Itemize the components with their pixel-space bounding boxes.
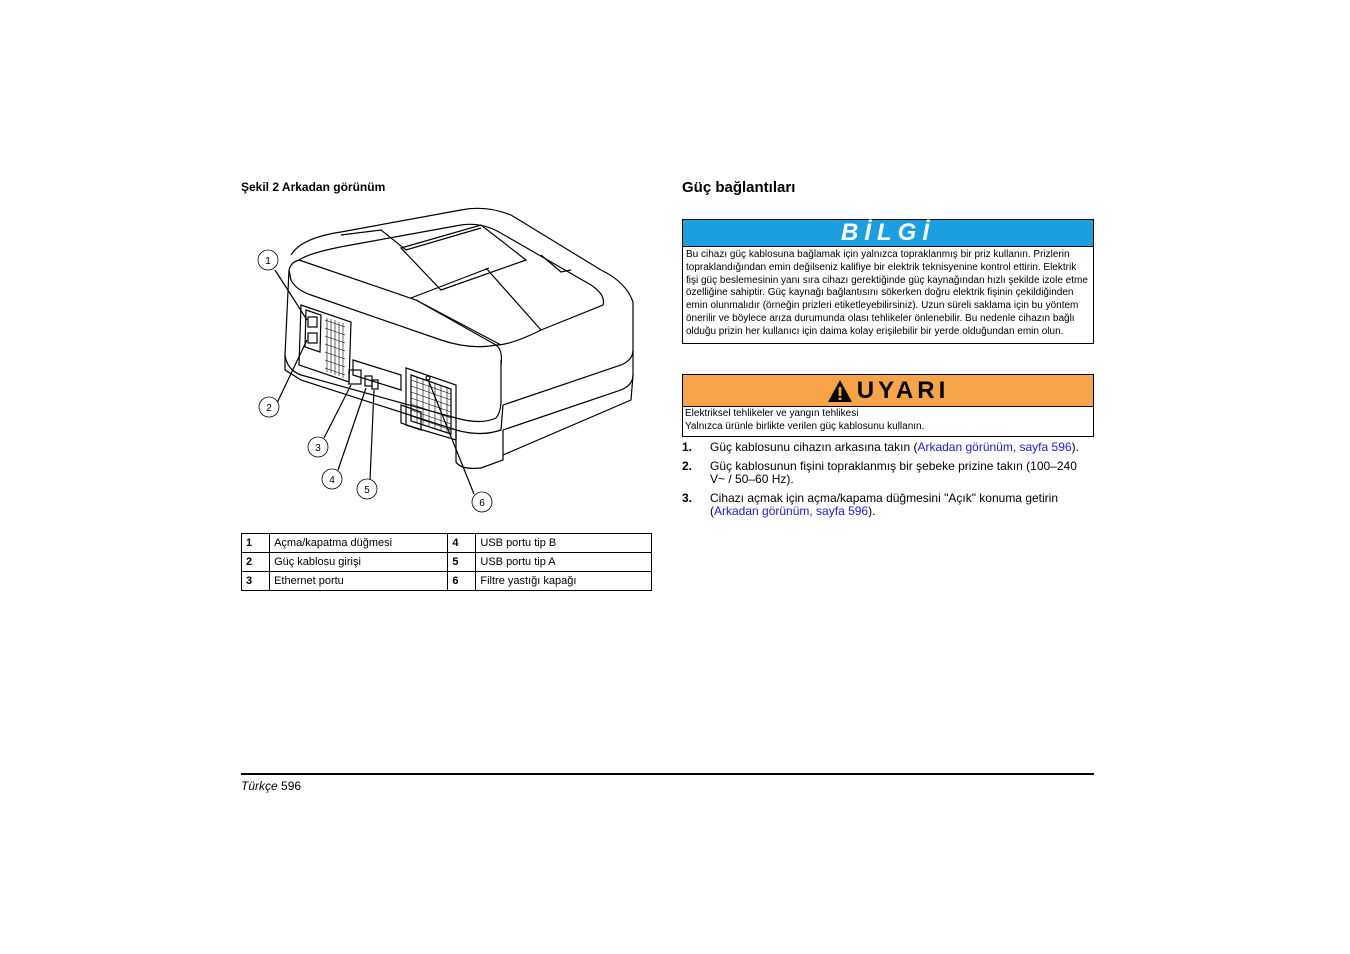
legend-label: USB portu tip A [476,553,652,572]
step-text: Güç kablosunun fişini topraklanmış bir şebeke prizine takın (100–240 V~ / 50–60 Hz). [710,458,1077,486]
list-item [682,460,1094,487]
step-number: 1. [682,440,693,454]
instrument-rear-view-illustration [241,200,651,520]
callout-label-5: 5 [364,485,370,496]
legend-label: Güç kablosu girişi [270,553,448,572]
warning-box [682,374,1094,437]
list-item [682,441,1094,455]
table-row [242,534,652,553]
legend-number: 3 [242,572,270,591]
callout-label-6: 6 [479,498,485,509]
figure-title: Şekil 2 Arkadan görünüm [241,180,386,194]
step-text: Cihazı açmak için açma/kapama düğmesini "Açık" konuma getirin (Arkadan görünüm, sayfa 596). [710,490,1058,518]
note-header: BİLGİ [683,220,1093,247]
callout-label-4: 4 [329,475,335,486]
procedure-steps [682,441,1094,524]
figure-legend-table [241,533,652,591]
cross-reference-link[interactable]: Arkadan görünüm, sayfa 596 [714,504,869,518]
step-number: 3. [682,490,693,505]
warning-title: UYARI [856,376,950,404]
callout-label-1: 1 [265,256,271,267]
note-text: Bu cihazı güç kablosuna bağlamak için yalnızca topraklanmış bir priz kullanın. Prizlerin topraklandığından emin değilseniz kalifiye bir elektrik teknisyenine kontrol ettirin. Elektrik fişi güç beslemesinin yanı sıra cihazı gerektiğinde güç kaynağından hızlı şekilde izole etme özelliğine sahiptir. Güç kaynağı bağlantısını sökerken doğru elektrik fişinin çekildiğinden emin olunmalıdır (örneğin prizleri etiketleyebilirsiniz). Uzun süreli saklama için bu yöntem önerilir ve böylece arıza durumunda olası tehlikeler önlenebilir. Bu nedenle cihazın bağlı olduğu prizin her kullanıcı için daima kolay erişilebilir bir yerde olduğundan emin olun. [686,249,1088,337]
legend-label: Filtre yastığı kapağı [476,572,652,591]
list-item [682,492,1094,519]
rear-view-figure [241,200,651,520]
warning-header [683,375,1093,407]
section-heading: Güç bağlantıları [682,179,796,196]
legend-label: USB portu tip B [476,534,652,553]
note-box [682,219,1094,344]
warning-text [683,407,1093,436]
table-row [242,572,652,591]
legend-label: Açma/kapatma düğmesi [270,534,448,553]
step-number: 2. [682,458,693,473]
callout-label-3: 3 [315,443,321,454]
legend-number: 5 [448,553,476,572]
warning-line-1: Elektriksel tehlikeler ve yangın tehlikesi [685,408,859,419]
page-number: 596 [281,779,302,793]
legend-label: Ethernet portu [270,572,448,591]
warning-triangle-icon [827,379,853,403]
legend-number: 2 [242,553,270,572]
page-footer [241,779,301,793]
footer-language: Türkçe [241,779,278,793]
step-text: Güç kablosunu cihazın arkasına takın (Arkadan görünüm, sayfa 596). [710,440,1079,454]
footer-divider [241,773,1094,775]
warning-line-2: Yalnızca ürünle birlikte verilen güç kablosunu kullanın. [685,420,925,432]
table-row [242,553,652,572]
callout-label-2: 2 [266,403,272,414]
legend-number: 1 [242,534,270,553]
legend-number: 4 [448,534,476,553]
cross-reference-link[interactable]: Arkadan görünüm, sayfa 596 [917,440,1072,454]
legend-number: 6 [448,572,476,591]
